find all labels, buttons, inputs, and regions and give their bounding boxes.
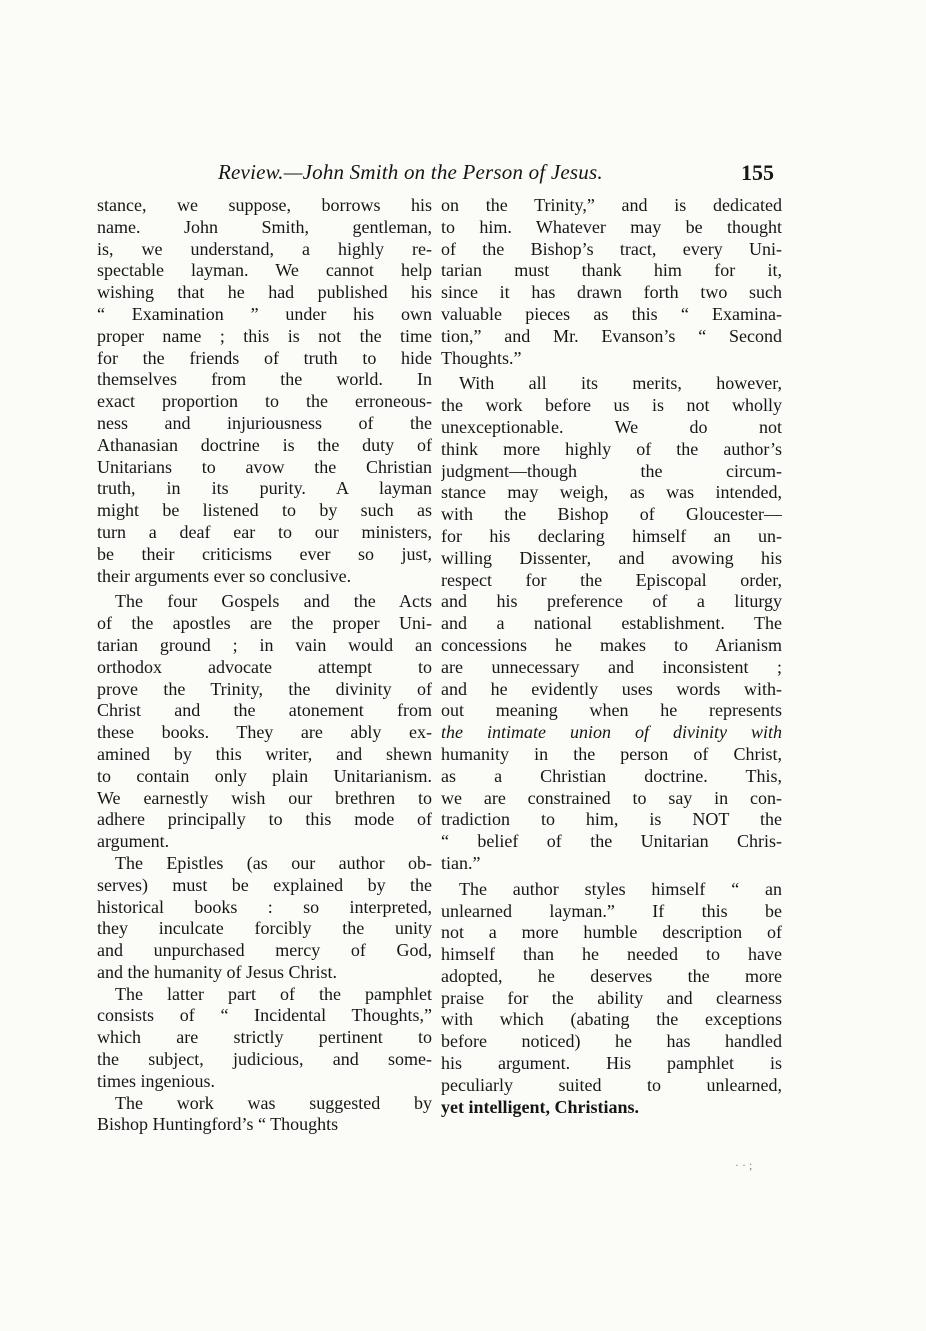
left-column — [97, 195, 432, 1136]
text-line: unexceptionable. We do not — [441, 416, 782, 437]
text-line: the work before us is not wholly — [441, 395, 782, 416]
text-line: with which (abating the exceptions — [441, 1009, 782, 1030]
text-line: themselves from the world. In — [97, 369, 432, 390]
text-line: praise for the ability and clearness — [441, 987, 782, 1008]
text-line: as a Christian doctrine. This, — [441, 765, 782, 786]
text-line: and he evidently uses words with- — [441, 678, 782, 699]
text-line: Christ and the atonement from — [97, 700, 432, 721]
text-line: stance may weigh, as was intended, — [441, 482, 782, 503]
text-line: ness and injuriousness of the — [97, 412, 432, 433]
text-line: not a more humble description of — [441, 922, 782, 943]
text-line: serves) must be explained by the — [97, 874, 432, 895]
text-line: himself than he needed to have — [441, 944, 782, 965]
text-line: respect for the Episcopal order, — [441, 569, 782, 590]
text-line: proper name ; this is not the time — [97, 325, 432, 346]
running-header — [190, 160, 790, 188]
text-line: and a national establishment. The — [441, 613, 782, 634]
text-line: tarian must thank him for it, — [441, 260, 782, 281]
text-line: his argument. His pamphlet is — [441, 1053, 782, 1074]
text-line: prove the Trinity, the divinity of — [97, 678, 432, 699]
text-line: Bishop Huntingford’s “ Thoughts — [97, 1114, 339, 1135]
right-column — [441, 195, 782, 1118]
text-line: of the apostles are the proper Uni- — [97, 613, 432, 634]
text-line: unlearned layman.” If this be — [441, 900, 782, 921]
text-line: argument. — [97, 831, 170, 852]
text-line: Unitarians to avow the Christian — [97, 456, 432, 477]
text-line: is, we understand, a highly re- — [97, 238, 432, 259]
text-line: orthodox advocate attempt to — [97, 656, 432, 677]
text-line: on the Trinity,” and is dedicated — [441, 195, 782, 215]
text-line: “ Examination ” under his own — [97, 303, 432, 324]
text-line: out meaning when he represents — [441, 700, 782, 721]
paragraph-start: The Epistles (as our author ob- — [115, 852, 432, 873]
text-line: exact proportion to the erroneous- — [97, 391, 432, 412]
paragraph-start: The author styles himself “ an — [459, 878, 782, 899]
text-line: these books. They are ably ex- — [97, 722, 432, 743]
text-line: adopted, he deserves the more — [441, 965, 782, 986]
text-line: and the humanity of Jesus Christ. — [97, 961, 337, 982]
text-line: to contain only plain Unitarianism. — [97, 765, 432, 786]
text-line: turn a deaf ear to our ministers, — [97, 521, 432, 542]
text-line: willing Dissenter, and avowing his — [441, 547, 782, 568]
text-line: with the Bishop of Gloucester— — [441, 504, 782, 525]
text-line: before noticed) he has handled — [441, 1031, 782, 1052]
text-line: times ingenious. — [97, 1070, 215, 1091]
paragraph-start: The latter part of the pamphlet — [115, 983, 432, 1004]
ink-speck: · · ; — [735, 1158, 753, 1172]
text-line: historical books : so interpreted, — [97, 896, 432, 917]
text-line: the subject, judicious, and some- — [97, 1049, 432, 1070]
text-line: tradiction to him, is NOT the — [441, 809, 782, 830]
text-line: and his preference of a liturgy — [441, 591, 782, 612]
text-line: since it has drawn forth two such — [441, 282, 782, 303]
text-line: concessions he makes to Arianism — [441, 634, 782, 655]
text-line: we are constrained to say in con- — [441, 787, 782, 808]
text-line: to him. Whatever may be thought — [441, 216, 782, 237]
text-line: which are strictly pertinent to — [97, 1027, 432, 1048]
text-line: for the friends of truth to hide — [97, 347, 432, 368]
text-line: valuable pieces as this “ Examina- — [441, 303, 782, 324]
text-line: tarian ground ; in vain would an — [97, 634, 432, 655]
text-line: might be listened to by such as — [97, 500, 432, 521]
text-line: yet intelligent, Christians. — [441, 1096, 639, 1117]
text-line: of the Bishop’s tract, every Uni- — [441, 238, 782, 259]
text-line: tian.” — [441, 852, 481, 873]
text-line: name. John Smith, gentleman, — [97, 216, 432, 237]
text-line: and unpurchased mercy of God, — [97, 940, 432, 961]
paragraph-start: With all its merits, however, — [459, 373, 782, 394]
text-line: judgment—though the circum- — [441, 460, 782, 481]
text-line: Thoughts.” — [441, 347, 522, 368]
text-line: their arguments ever so conclusive. — [97, 565, 352, 586]
text-line: for his declaring himself an un- — [441, 525, 782, 546]
text-line: “ belief of the Unitarian Chris- — [441, 831, 782, 852]
text-line: peculiarly suited to unlearned, — [441, 1074, 782, 1095]
text-line: consists of “ Incidental Thoughts,” — [97, 1005, 432, 1026]
text-line: adhere principally to this mode of — [97, 809, 432, 830]
text-line: they inculcate forcibly the unity — [97, 918, 432, 939]
text-line: the intimate union of divinity with — [441, 722, 782, 743]
running-title: Review.—John Smith on the Person of Jesus. — [218, 160, 603, 184]
text-line: wishing that he had published his — [97, 282, 432, 303]
text-line: truth, in its purity. A layman — [97, 478, 432, 499]
paragraph-start: The four Gospels and the Acts — [115, 591, 432, 612]
text-line: think more highly of the author’s — [441, 438, 782, 459]
page-number: 155 — [741, 160, 774, 185]
text-line: be their criticisms ever so just, — [97, 543, 432, 564]
text-line: tion,” and Mr. Evanson’s “ Second — [441, 325, 782, 346]
text-line: humanity in the person of Christ, — [441, 743, 782, 764]
text-line: spectable layman. We cannot help — [97, 260, 432, 281]
text-line: amined by this writer, and shewn — [97, 743, 432, 764]
paragraph-start: The work was suggested by — [115, 1092, 432, 1113]
text-line: stance, we suppose, borrows his — [97, 195, 432, 215]
text-line: are unnecessary and inconsistent ; — [441, 656, 782, 677]
text-line: We earnestly wish our brethren to — [97, 787, 432, 808]
text-line: Athanasian doctrine is the duty of — [97, 434, 432, 455]
